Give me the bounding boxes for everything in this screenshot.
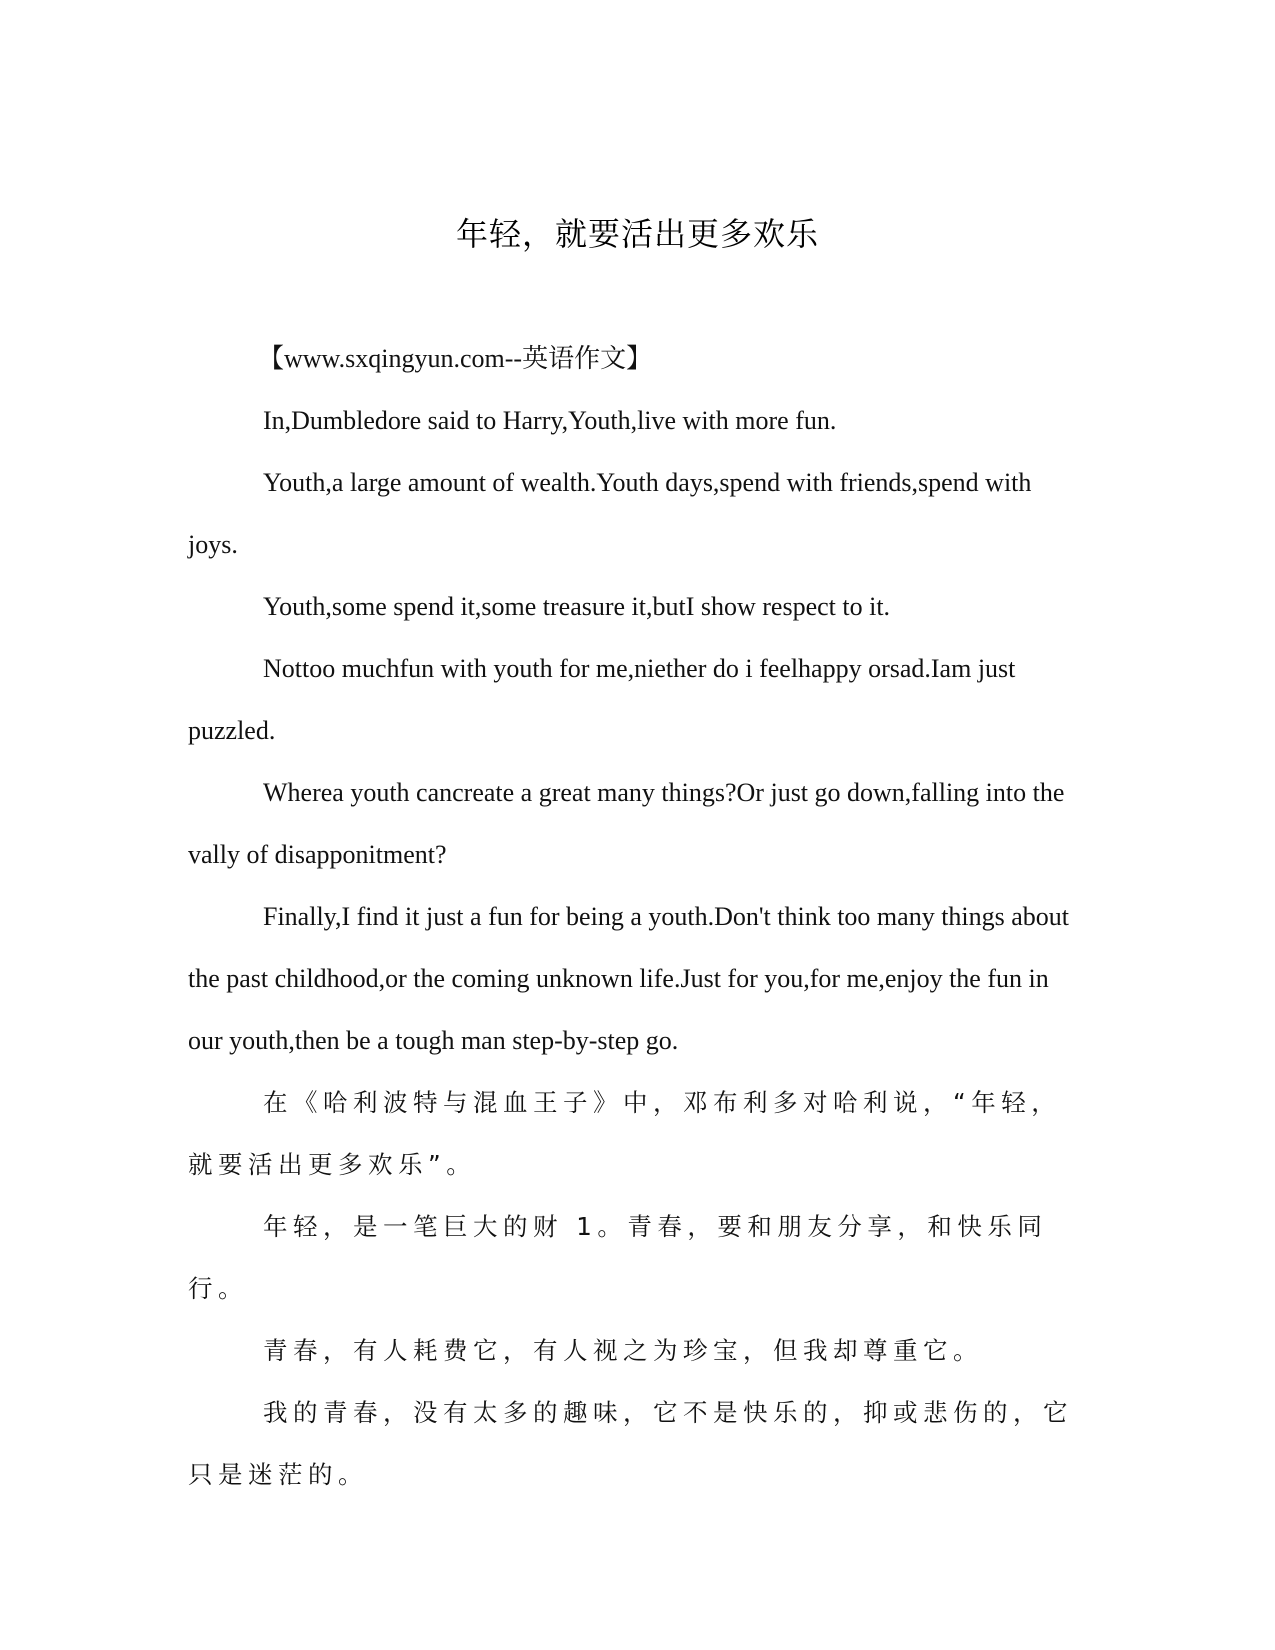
- document-body: [188, 328, 1083, 1506]
- paragraph-cn-1: 在《哈利波特与混血王子》中，邓布利多对哈利说，“年轻，就要活出更多欢乐”。: [188, 1088, 1062, 1179]
- paragraph-cn-4: 我的青春，没有太多的趣味，它不是快乐的，抑或悲伤的，它只是迷茫的。: [188, 1398, 1073, 1489]
- source-line: 【www.sxqingyun.com--英语作文】: [258, 344, 653, 373]
- document-title: 年轻，就要活出更多欢乐: [455, 215, 819, 253]
- paragraph-en-5: Wherea youth cancreate a great many things?Or just go down,falling into the vally of disapponitment?: [188, 778, 1065, 869]
- paragraph-en-2: Youth,a large amount of wealth.Youth days,spend with friends,spend with joys.: [188, 468, 1032, 559]
- paragraph-en-3: Youth,some spend it,some treasure it,butI show respect to it.: [263, 592, 891, 621]
- paragraph-cn-3: 青春，有人耗费它，有人视之为珍宝，但我却尊重它。: [263, 1336, 983, 1365]
- paragraph-cn-2: 年轻，是一笔巨大的财 1。青春，要和朋友分享，和快乐同行。: [188, 1212, 1048, 1303]
- paragraph-en-1: In,Dumbledore said to Harry,Youth,live with more fun.: [263, 406, 837, 435]
- paragraph-en-4: Nottoo muchfun with youth for me,niether do i feelhappy orsad.Iam just puzzled.: [188, 654, 1016, 745]
- paragraph-en-6: Finally,I find it just a fun for being a youth.Don't think too many things about the past childhood,or the coming unknown life.Just for you,for me,enjoy the fun in our youth,then be a tough man step-by-step go.: [188, 902, 1070, 1055]
